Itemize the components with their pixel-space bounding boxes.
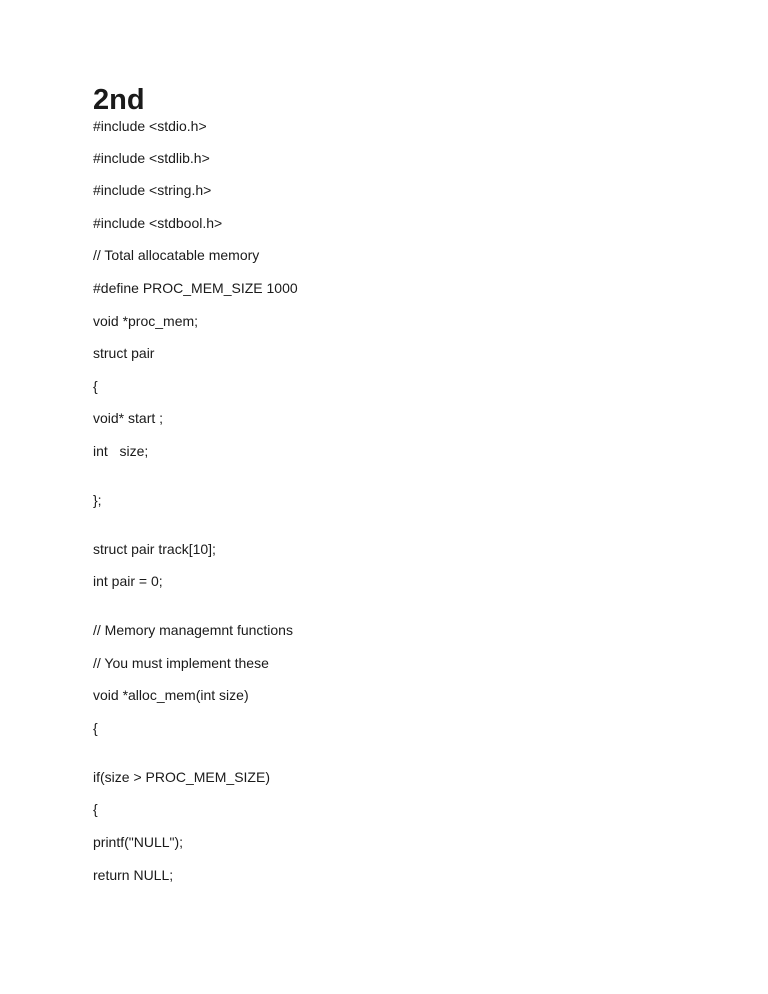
code-line-comment-functions: // Memory managemnt functions: [93, 622, 293, 638]
code-line-open-brace: {: [93, 378, 98, 394]
code-line-pair-var: int pair = 0;: [93, 573, 163, 589]
code-line-include-string: #include <string.h>: [93, 182, 212, 198]
code-line-start-field: void* start ;: [93, 410, 164, 426]
code-line-track-array: struct pair track[10];: [93, 541, 216, 557]
code-line-size-field: int size;: [93, 443, 149, 459]
code-line-proc-mem: void *proc_mem;: [93, 313, 199, 329]
code-line-alloc-open-brace: {: [93, 720, 98, 736]
code-line-if-open-brace: {: [93, 801, 98, 817]
code-line-struct-pair: struct pair: [93, 345, 155, 361]
code-line-alloc-signature: void *alloc_mem(int size): [93, 687, 249, 703]
code-line-printf-null: printf("NULL");: [93, 834, 184, 850]
code-line-include-stdlib: #include <stdlib.h>: [93, 150, 210, 166]
page-title: 2nd: [93, 84, 145, 116]
code-line-if-size: if(size > PROC_MEM_SIZE): [93, 769, 270, 785]
code-line-include-stdbool: #include <stdbool.h>: [93, 215, 223, 231]
code-line-include-stdio: #include <stdio.h>: [93, 118, 207, 134]
code-line-return-null: return NULL;: [93, 867, 174, 883]
code-line-close-struct: };: [93, 492, 102, 508]
code-line-comment-implement: // You must implement these: [93, 655, 269, 671]
code-line-comment-memory: // Total allocatable memory: [93, 247, 260, 263]
code-line-define: #define PROC_MEM_SIZE 1000: [93, 280, 298, 296]
